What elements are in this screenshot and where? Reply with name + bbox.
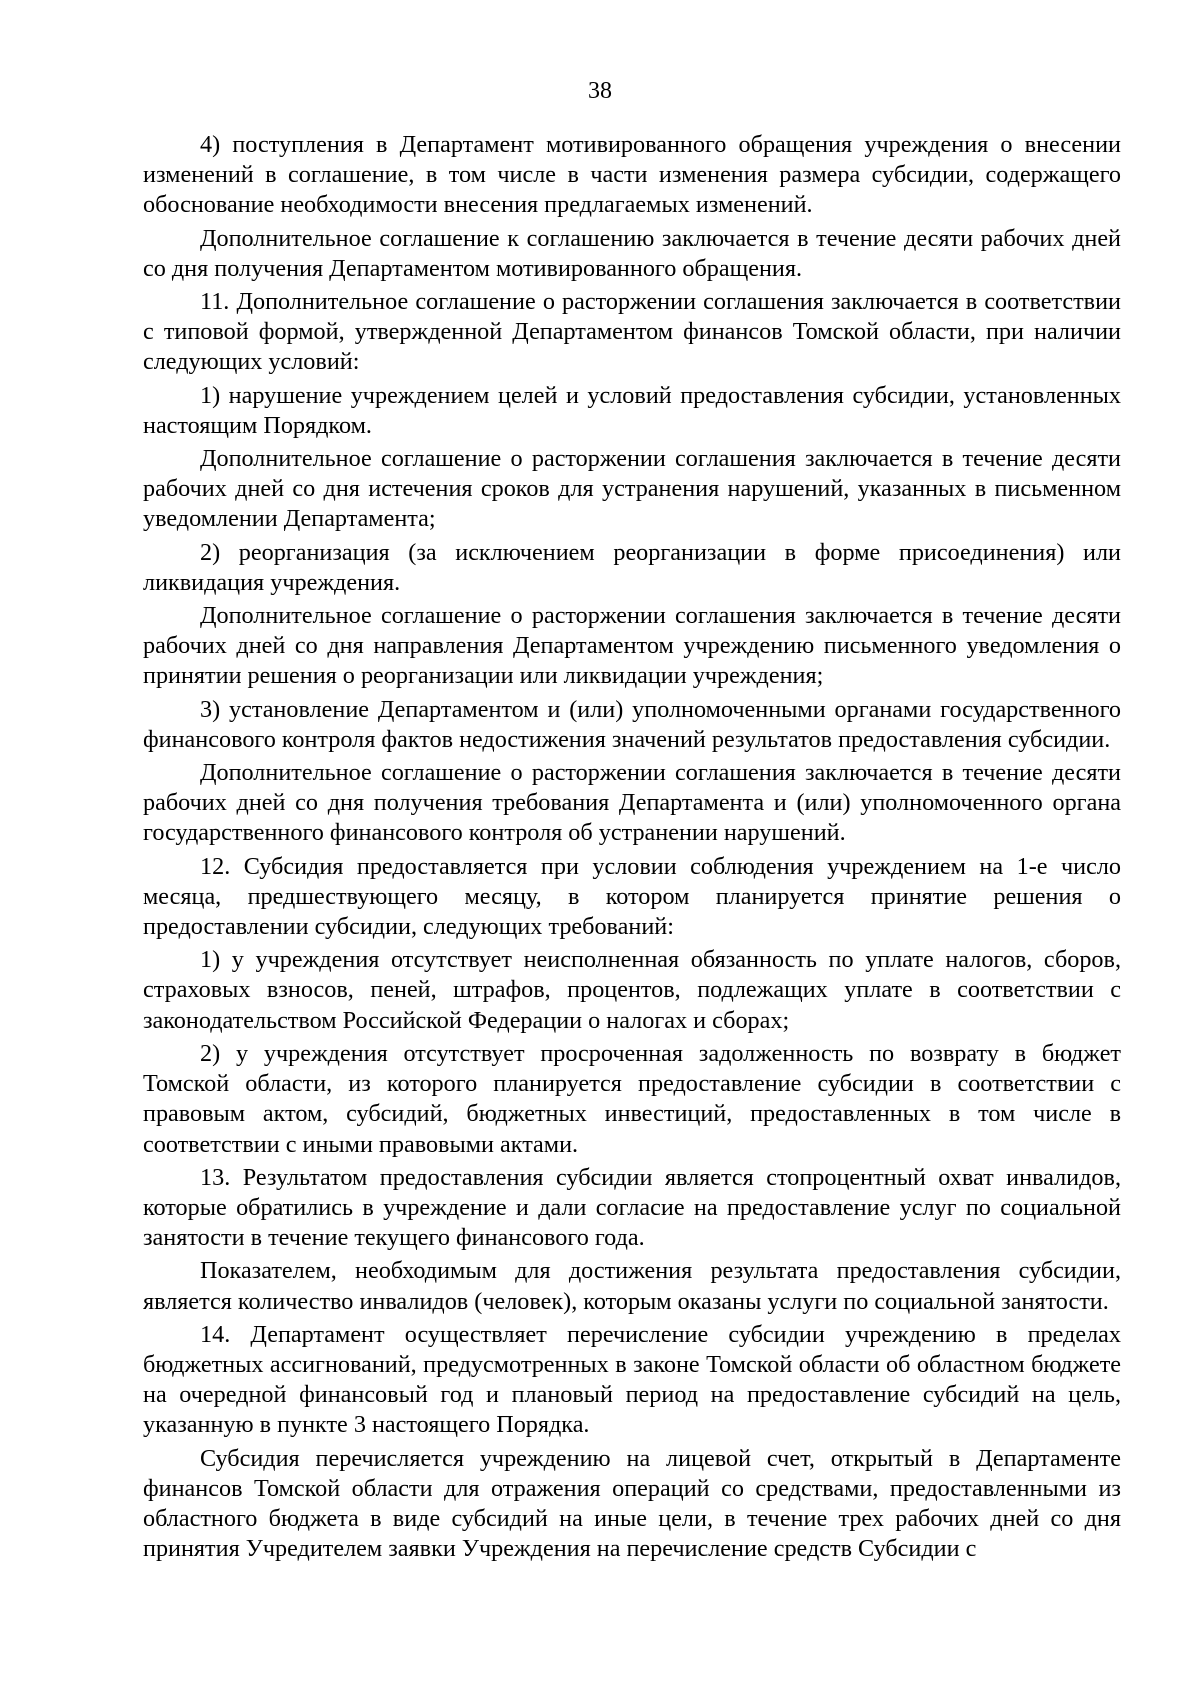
paragraph-condition-2: 2) реорганизация (за исключением реорганизации в форме присоединения) или ликвидация учреждения. xyxy=(143,538,1121,596)
paragraph-condition-3-term: Дополнительное соглашение о расторжении соглашения заключается в течение десяти рабочих дней со дня получения требования Департамента и (или) уполномоченного органа государственного финансового контроля об устранении нарушений. xyxy=(143,759,1121,847)
paragraph-clause-13: 13. Результатом предоставления субсидии является стопроцентный охват инвалидов, которые обратились в учреждение и дали согласие на предоставление услуг по социальной занятости в течение текущего финансового года. xyxy=(143,1163,1121,1252)
paragraph-clause-12: 12. Субсидия предоставляется при условии соблюдения учреждением на 1-е число месяца, предшествующего месяцу, в котором планируется принятие решения о предоставлении субсидии, следующих требований: xyxy=(143,852,1121,941)
paragraph-condition-2-term: Дополнительное соглашение о расторжении соглашения заключается в течение десяти рабочих дней со дня направления Департаментом учреждению письменного уведомления о принятии решения о реорганизации или ликвидации учреждения; xyxy=(143,602,1121,690)
paragraph-clause-14: 14. Департамент осуществляет перечисление субсидии учреждению в пределах бюджетных ассигнований, предусмотренных в законе Томской области об областном бюджете на очередной финансовый год и плановый период на предоставление субсидий на цель, указанную в пункте 3 настоящего Порядка. xyxy=(143,1320,1121,1439)
paragraph-clause-11: 11. Дополнительное соглашение о расторжении соглашения заключается в соответствии с типовой формой, утвержденной Департаментом финансов Томской области, при наличии следующих условий: xyxy=(143,288,1121,376)
page-number: 38 xyxy=(588,78,612,104)
document-body xyxy=(143,130,1121,1567)
paragraph-requirement-2: 2) у учреждения отсутствует просроченная задолженность по возврату в бюджет Томской области, из которого планируется предоставление субсидии в соответствии с правовым актом, субсидий, бюджетных инвестиций, предоставленных в том числе в соответствии с иными правовыми актами. xyxy=(143,1039,1121,1158)
paragraph-condition-1-term: Дополнительное соглашение о расторжении соглашения заключается в течение десяти рабочих дней со дня истечения сроков для устранения нарушений, указанных в письменном уведомлении Департамента; xyxy=(143,445,1121,533)
paragraph-transfer: Субсидия перечисляется учреждению на лицевой счет, открытый в Департаменте финансов Томской области для отражения операций со средствами, предоставленными из областного бюджета в виде субсидий на иные цели, в течение трех рабочих дней со дня принятия Учредителем заявки Учреждения на перечисление средств Субсидии с xyxy=(143,1444,1121,1563)
paragraph-condition-1: 1) нарушение учреждением целей и условий предоставления субсидии, установленных настоящим Порядком. xyxy=(143,381,1121,439)
paragraph-condition-3: 3) установление Департаментом и (или) уполномоченными органами государственного финансового контроля фактов недостижения значений результатов предоставления субсидии. xyxy=(143,695,1121,753)
paragraph-item-4-amendment-request: 4) поступления в Департамент мотивированного обращения учреждения о внесении изменений в соглашение, в том числе в части изменения размера субсидии, содержащего обоснование необходимости внесения предлагаемых изменений. xyxy=(143,131,1121,219)
paragraph-requirement-1: 1) у учреждения отсутствует неисполненная обязанность по уплате налогов, сборов, страховых взносов, пеней, штрафов, процентов, подлежащих уплате в соответствии с законодательством Российской Федерации о налогах и сборах; xyxy=(143,946,1121,1034)
paragraph-amendment-term: Дополнительное соглашение к соглашению заключается в течение десяти рабочих дней со дня получения Департаментом мотивированного обращения. xyxy=(143,224,1121,282)
paragraph-indicator: Показателем, необходимым для достижения результата предоставления субсидии, является количество инвалидов (человек), которым оказаны услуги по социальной занятости. xyxy=(143,1257,1121,1315)
